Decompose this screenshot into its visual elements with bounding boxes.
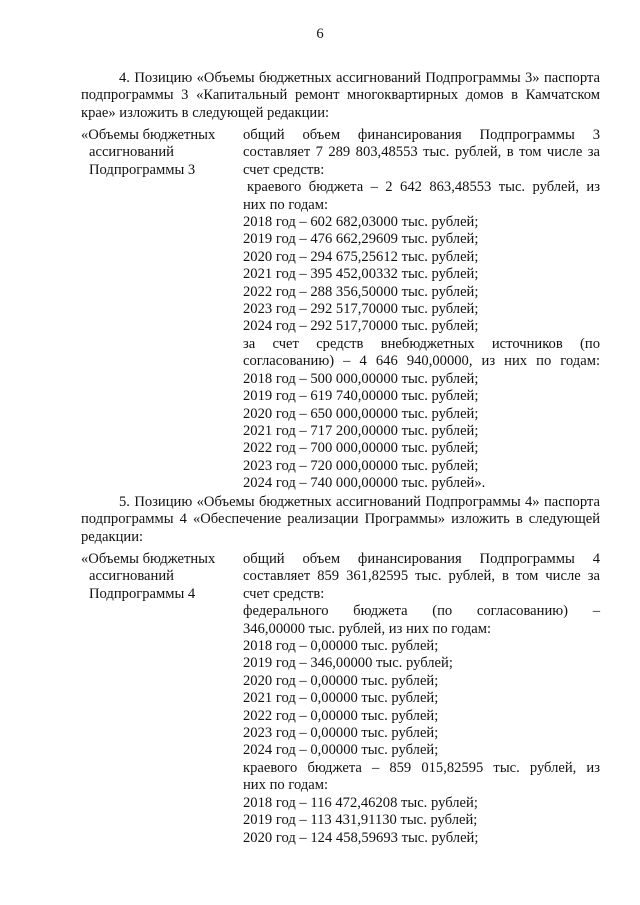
section-4-line-2: подпрограммы 3 «Капитальный ремонт многоквартирных домов в Камчатском [81, 87, 600, 104]
section-4-funding-block [243, 127, 600, 493]
section-4-position-label [81, 127, 236, 179]
extrabudgetary-line: за счет средств внебюджетных источников (по [243, 335, 600, 352]
section-5-line-3: редакции: [81, 528, 144, 545]
year-amount-line: 2018 год – 116 472,46208 тыс. рублей; [243, 794, 478, 811]
year-amount-line: 2019 год – 619 740,00000 тыс. рублей; [243, 388, 479, 405]
label-line: Подпрограммы 4 [89, 585, 196, 602]
total-funding-line: счет средств: [243, 161, 325, 178]
year-amount-line: 2024 год – 0,00000 тыс. рублей; [243, 742, 439, 759]
label-line: Подпрограммы 3 [89, 161, 196, 178]
year-amount-line: 2020 год – 650 000,00000 тыс. рублей; [243, 405, 479, 422]
year-amount-line: 2024 год – 740 000,00000 тыс. рублей». [243, 475, 486, 492]
section-5-line-1: 5. Позицию «Объемы бюджетных ассигнований Подпрограммы 4» паспорта [119, 494, 600, 510]
section-5-paragraph [81, 494, 600, 546]
section-5-position-label [81, 551, 236, 603]
federal-budget-line: 346,00000 тыс. рублей, из них по годам: [243, 620, 492, 637]
section-5-line-2: подпрограммы 4 «Обеспечение реализации Программы» изложить в следующей [81, 511, 600, 528]
label-line: «Объемы бюджетных [81, 127, 216, 143]
year-amount-line: 2019 год – 113 431,91130 тыс. рублей; [243, 812, 478, 829]
year-amount-line: 2021 год – 395 452,00332 тыс. рублей; [243, 266, 479, 283]
label-line: «Объемы бюджетных [81, 551, 216, 567]
year-amount-line: 2021 год – 717 200,00000 тыс. рублей; [243, 422, 479, 439]
year-amount-line: 2018 год – 500 000,00000 тыс. рублей; [243, 370, 479, 387]
total-funding-line: общий объем финансирования Подпрограммы 3 [243, 127, 600, 143]
year-amount-line: 2020 год – 124 458,59693 тыс. рублей; [243, 829, 479, 846]
year-amount-line: 2022 год – 288 356,50000 тыс. рублей; [243, 283, 479, 300]
year-amount-line: 2024 год – 292 517,70000 тыс. рублей; [243, 318, 479, 335]
year-amount-line: 2020 год – 294 675,25612 тыс. рублей; [243, 248, 479, 265]
label-line: ассигнований [89, 144, 174, 161]
year-amount-line: 2020 год – 0,00000 тыс. рублей; [243, 672, 439, 689]
total-funding-line: составляет 859 361,82595 тыс. рублей, в том числе за [243, 568, 600, 585]
year-amount-line: 2021 год – 0,00000 тыс. рублей; [243, 690, 439, 707]
regional-budget-line: них по годам: [243, 196, 329, 213]
year-amount-line: 2018 год – 0,00000 тыс. рублей; [243, 638, 439, 655]
total-funding-line: общий объем финансирования Подпрограммы 4 [243, 551, 600, 567]
regional-budget-line: краевого бюджета – 2 642 863,48553 тыс. рублей, из [247, 179, 600, 196]
year-amount-line: 2019 год – 346,00000 тыс. рублей; [243, 655, 453, 672]
section-4-paragraph [81, 70, 600, 122]
page-number: 6 [316, 26, 324, 42]
year-amount-line: 2019 год – 476 662,29609 тыс. рублей; [243, 231, 479, 248]
extrabudgetary-line: согласованию) – 4 646 940,00000, из них по годам: [243, 353, 600, 370]
section-4-line-1: 4. Позицию «Объемы бюджетных ассигнований Подпрограммы 3» паспорта [119, 70, 600, 86]
year-amount-line: 2022 год – 0,00000 тыс. рублей; [243, 707, 439, 724]
year-amount-line: 2023 год – 292 517,70000 тыс. рублей; [243, 301, 479, 318]
regional-budget-line: них по годам: [243, 777, 329, 794]
section-4-line-3: крае» изложить в следующей редакции: [81, 104, 330, 121]
regional-budget-line: краевого бюджета – 859 015,82595 тыс. рублей, из [243, 759, 600, 776]
year-amount-line: 2022 год – 700 000,00000 тыс. рублей; [243, 440, 479, 457]
federal-budget-line: федерального бюджета (по согласованию) – [243, 603, 600, 620]
total-funding-line: счет средств: [243, 585, 325, 602]
total-funding-line: составляет 7 289 803,48553 тыс. рублей, в том числе за [243, 144, 600, 161]
section-5-funding-block [243, 551, 600, 847]
year-amount-line: 2023 год – 720 000,00000 тыс. рублей; [243, 457, 479, 474]
label-line: ассигнований [89, 568, 174, 585]
year-amount-line: 2023 год – 0,00000 тыс. рублей; [243, 725, 439, 742]
year-amount-line: 2018 год – 602 682,03000 тыс. рублей; [243, 214, 479, 231]
